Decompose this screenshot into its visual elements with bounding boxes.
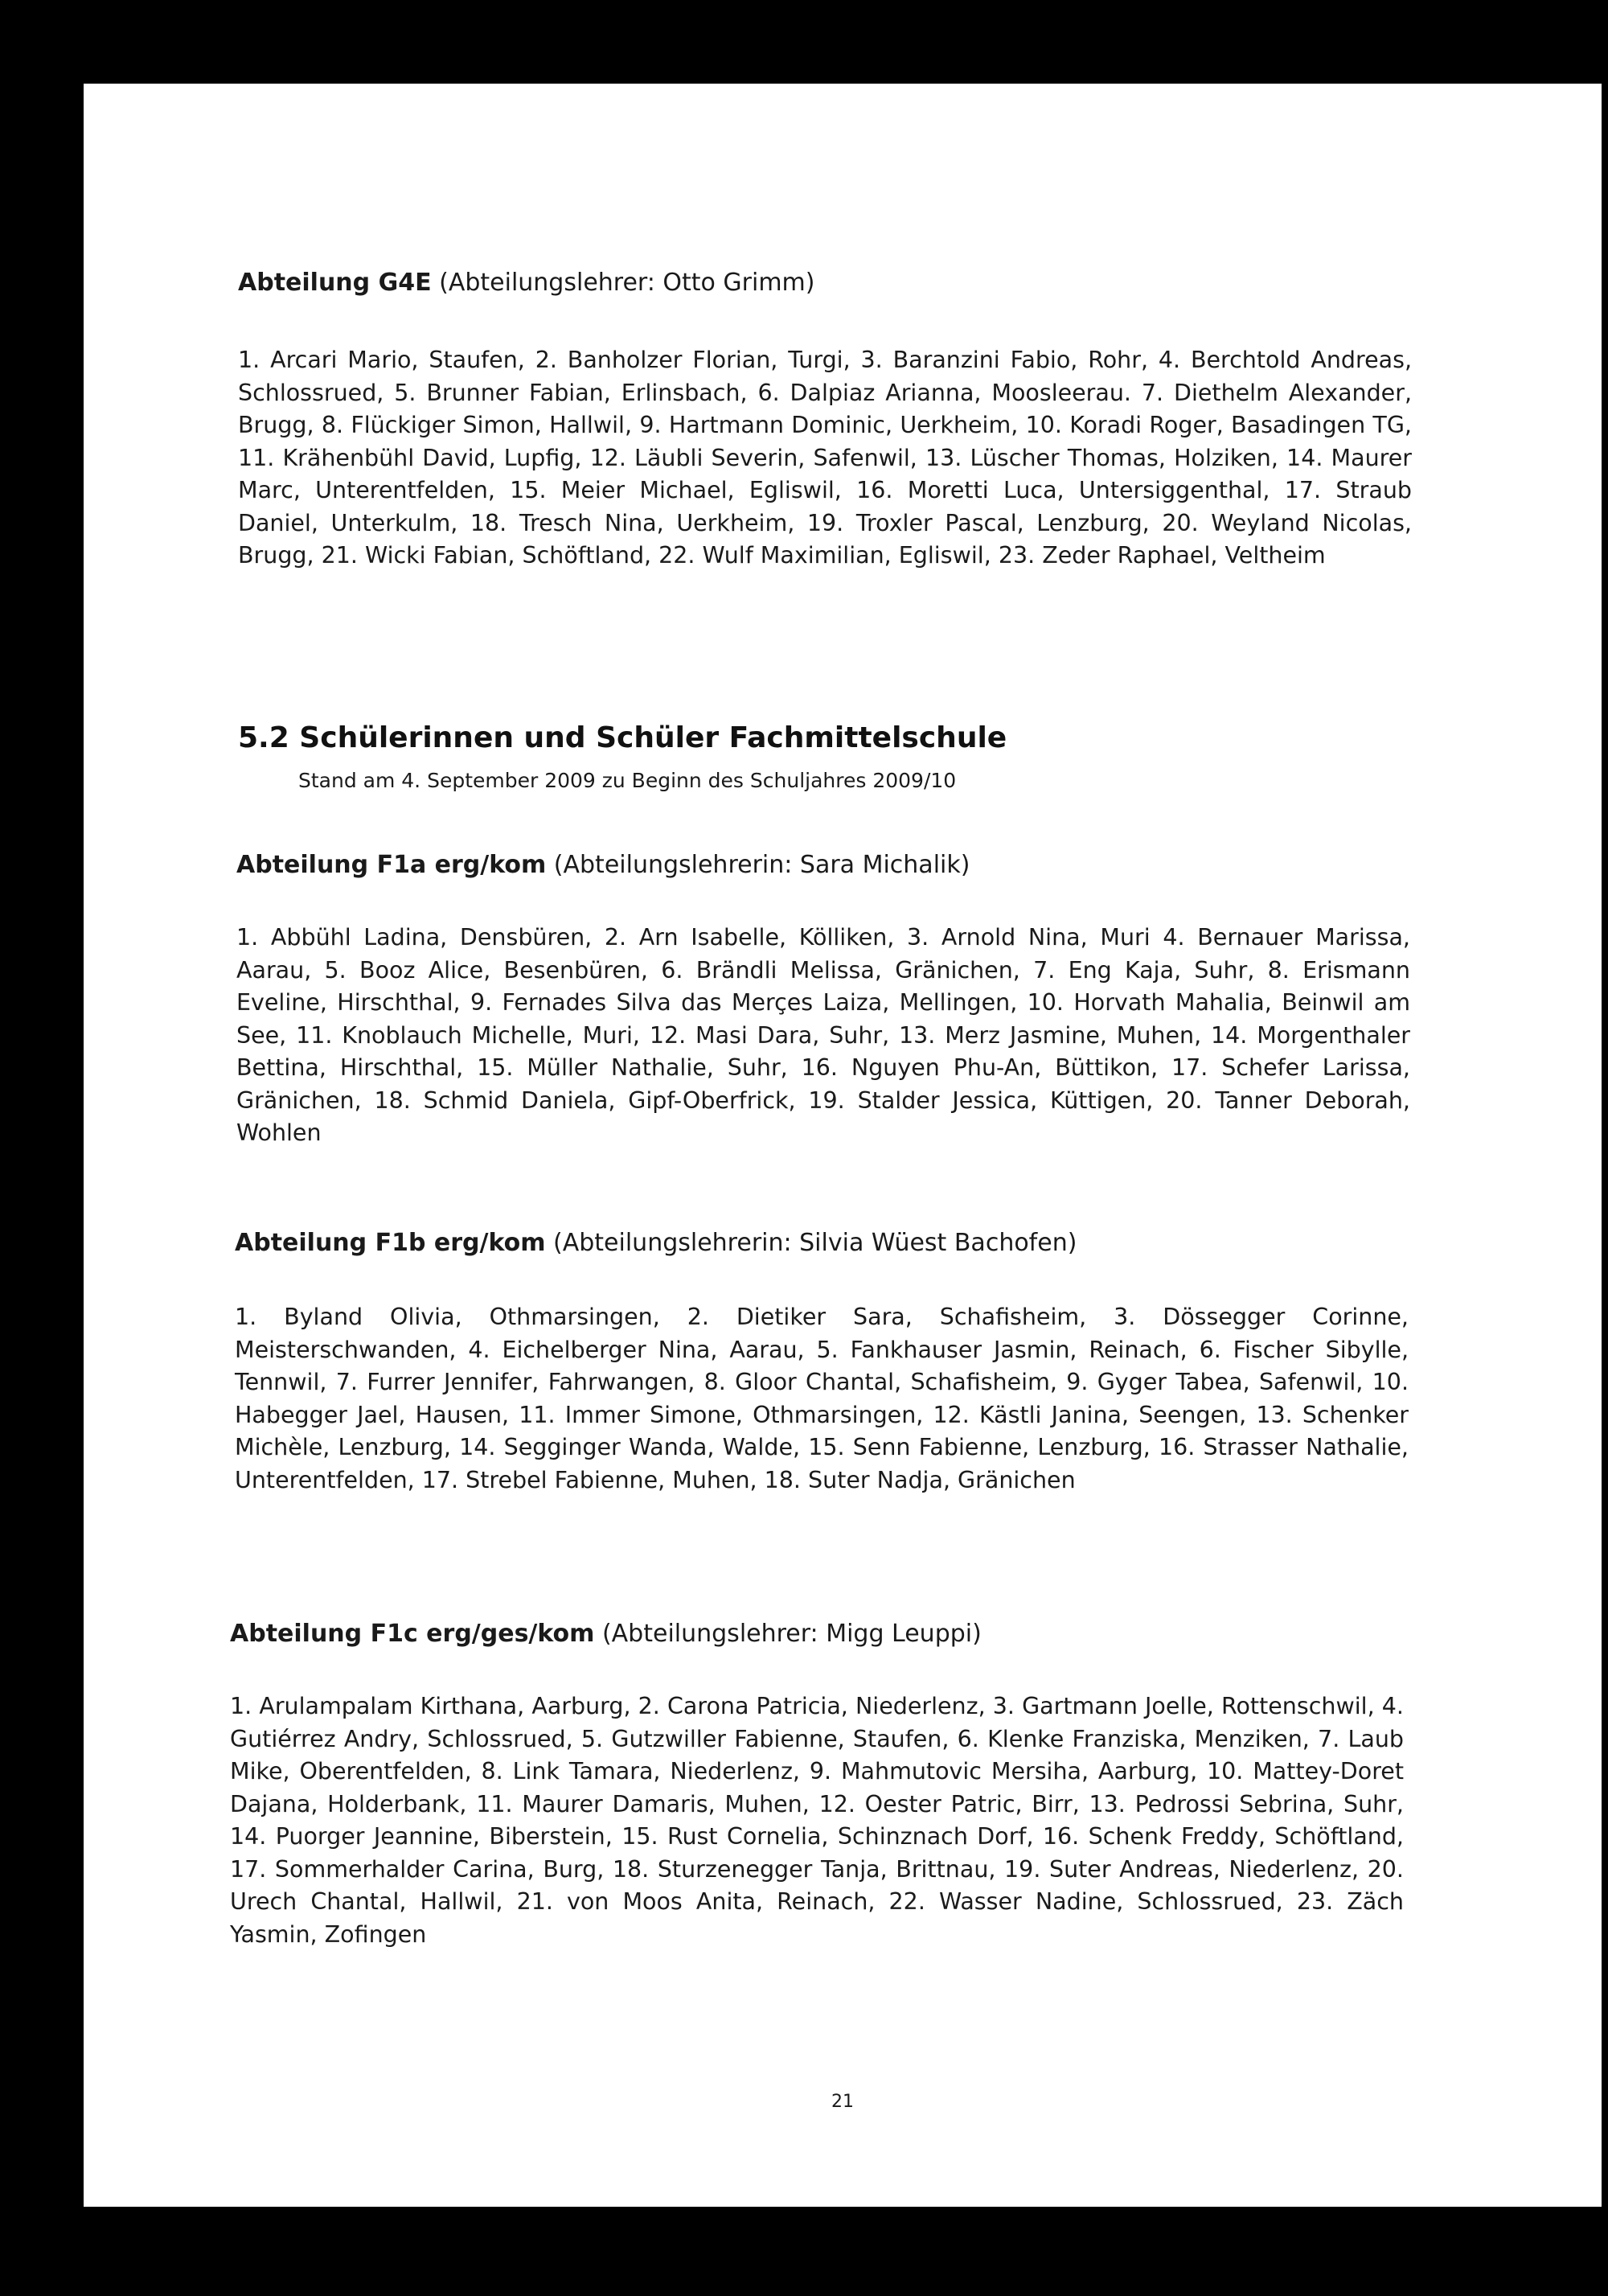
department-f1b-code: Abteilung F1b erg/kom [235, 1229, 546, 1257]
department-g4e-student-list: 1. Arcari Mario, Staufen, 2. Banholzer Florian, Turgi, 3. Baranzini Fabio, Rohr, 4. Berchtold Andreas, Schlossrued, 5. Brunner Fabian, Erlinsbach, 6. Dalpiaz Arianna, Moosleerau. 7. Diethelm Alexander, Brugg, 8. Flückiger Simon, Hallwil, 9. Hartmann Dominic, Uerkheim, 10. Koradi Roger, Basadingen TG, 11. Krähenbühl David, Lupfig, 12. Läubli Severin, Safenwil, 13. Lüscher Thomas, Holziken, 14. Maurer Marc, Unterentfelden, 15. Meier Michael, Egliswil, 16. Moretti Luca, Untersiggenthal, 17. Straub Daniel, Unterkulm, 18. Tresch Nina, Uerkheim, 19. Troxler Pascal, Lenzburg, 20. Weyland Nicolas, Brugg, 21. Wicki Fabian, Schöftland, 22. Wulf Maximilian, Egliswil, 23. Zeder Raphael, Veltheim [238, 347, 1412, 569]
department-f1a-heading [236, 849, 1410, 881]
page-number: 21 [831, 2092, 854, 2112]
department-f1b-student-list: 1. Byland Olivia, Othmarsingen, 2. Dietiker Sara, Schafisheim, 3. Dössegger Corinne, Meisterschwanden, 4. Eichelberger Nina, Aarau, 5. Fankhauser Jasmin, Reinach, 6. Fischer Sibylle, Tennwil, 7. Furrer Jennifer, Fahrwangen, 8. Gloor Chantal, Schafisheim, 9. Gyger Tabea, Safenwil, 10. Habegger Jael, Hausen, 11. Immer Simone, Othmarsingen, 12. Kästli Janina, Seengen, 13. Schenker Michèle, Lenzburg, 14. Segginger Wanda, Walde, 15. Senn Fabienne, Lenzburg, 16. Strasser Nathalie, Unterentfelden, 17. Strebel Fabienne, Muhen, 18. Suter Nadja, Gränichen [235, 1304, 1409, 1493]
department-g4e-heading [238, 267, 1412, 299]
section-title: 5.2 Schülerinnen und Schüler Fachmittelschule [238, 721, 1007, 754]
department-f1c [230, 1618, 1404, 1951]
document-page [84, 84, 1602, 2207]
department-f1a-code: Abteilung F1a erg/kom [236, 851, 547, 879]
department-f1b [235, 1227, 1409, 1497]
section-5-2 [238, 721, 1412, 795]
department-f1c-code: Abteilung F1c erg/ges/kom [230, 1620, 595, 1648]
department-f1a-teacher: (Abteilungslehrerin: Sara Michalik) [553, 851, 970, 879]
department-f1a [236, 849, 1410, 1150]
department-f1c-student-list: 1. Arulampalam Kirthana, Aarburg, 2. Carona Patricia, Niederlenz, 3. Gartmann Joelle, Rottenschwil, 4. Gutiérrez Andry, Schlossrued, 5. Gutzwiller Fabienne, Staufen, 6. Klenke Franziska, Menziken, 7. Laub Mike, Oberentfelden, 8. Link Tamara, Niederlenz, 9. Mahmutovic Mersiha, Aarburg, 10. Mattey-Doret Dajana, Holderbank, 11. Maurer Damaris, Muhen, 12. Oester Patric, Birr, 13. Pedrossi Sebrina, Suhr, 14. Puorger Jeannine, Biberstein, 15. Rust Cornelia, Schinznach Dorf, 16. Schenk Freddy, Schöftland, 17. Sommerhalder Carina, Burg, 18. Sturzenegger Tanja, Brittnau, 19. Suter Andreas, Niederlenz, 20. Urech Chantal, Hallwil, 21. von Moos Anita, Reinach, 22. Wasser Nadine, Schlossrued, 23. Zäch Yasmin, Zofingen [230, 1693, 1404, 1948]
section-subtitle: Stand am 4. September 2009 zu Beginn des Schuljahres 2009/10 [298, 769, 957, 792]
department-g4e-code: Abteilung G4E [238, 269, 432, 297]
department-f1c-teacher: (Abteilungslehrer: Migg Leuppi) [601, 1620, 982, 1648]
department-g4e [238, 267, 1412, 573]
department-f1b-heading [235, 1227, 1409, 1259]
department-f1b-teacher: (Abteilungslehrerin: Silvia Wüest Bachofen) [553, 1229, 1077, 1257]
department-g4e-teacher: (Abteilungslehrer: Otto Grimm) [439, 269, 815, 297]
department-f1a-student-list: 1. Abbühl Ladina, Densbüren, 2. Arn Isabelle, Kölliken, 3. Arnold Nina, Muri 4. Bernauer Marissa, Aarau, 5. Booz Alice, Besenbüren, 6. Brändli Melissa, Gränichen, 7. Eng Kaja, Suhr, 8. Erismann Eveline, Hirschthal, 9. Fernades Silva das Merçes Laiza, Mellingen, 10. Horvath Mahalia, Beinwil am See, 11. Knoblauch Michelle, Muri, 12. Masi Dara, Suhr, 13. Merz Jasmine, Muhen, 14. Morgenthaler Bettina, Hirschthal, 15. Müller Nathalie, Suhr, 16. Nguyen Phu-An, Büttikon, 17. Schefer Larissa, Gränichen, 18. Schmid Daniela, Gipf-Oberfrick, 19. Stalder Jessica, Küttigen, 20. Tanner Deborah, Wohlen [236, 924, 1410, 1146]
department-f1c-heading [230, 1618, 1404, 1650]
